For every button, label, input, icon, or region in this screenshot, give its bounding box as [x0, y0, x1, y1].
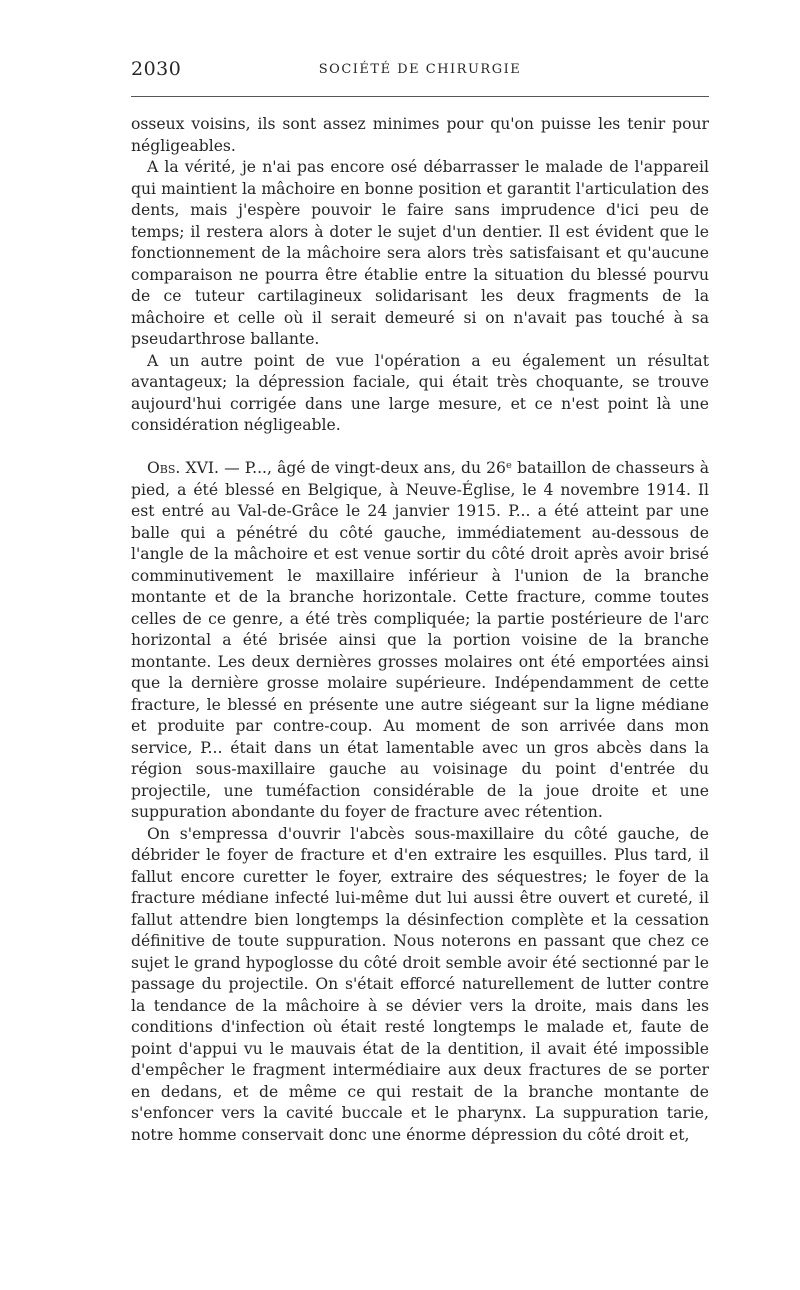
paragraph-continuation: osseux voisins, ils sont assez minimes pour qu'on puisse les tenir pour négligeables. [131, 115, 709, 155]
page-number: 2030 [131, 58, 182, 80]
running-head: SOCIÉTÉ DE CHIRURGIE [318, 62, 522, 77]
observation-text: — P..., âgé de vingt-deux ans, du 26ᵉ bataillon de chasseurs à pied, a été blessé en Belgique, à Neuve-Église, le 4 novembre 1914. Il est entré au Val-de-Grâce le 24 janvier 1915. P... a été atteint par une balle qui a pénétré du côté gauche, immédiatement au-dessous de l'angle de la mâchoire et est venue sortir du côté droit après avoir brisé comminutivement le maxillaire inférieur à l'union de la branche montante et de la branche horizontale. Cette fracture, comme toutes celles de ce genre, a été très compliquée; la partie postérieure de l'arc horizontal a été brisée ainsi que la portion voisine de la branche montante. Les deux dernières grosses molaires ont été emportées ainsi que la dernière grosse molaire supérieure. Indépendamment de cette fracture, le blessé en présente une autre siégeant sur la ligne médiane et produite par contre-coup. Au moment de son arrivée dans mon service, P... était dans un état lamentable avec un gros abcès dans la région sous-maxillaire gauche au voisinage du point d'entrée du projectile, une tuméfaction considérable de la joue droite et une suppuration abondante du foyer de fracture avec rétention. [131, 459, 709, 821]
header-rule [131, 96, 709, 97]
body-text [131, 114, 709, 1146]
paragraph: A un autre point de vue l'opération a eu également un résultat avantageux; la dépression faciale, qui était très choquante, se trouve aujourd'hui corrigée dans une large mesure, et ce n'est point là une considération négligeable. [131, 351, 709, 434]
paragraph: On s'empressa d'ouvrir l'abcès sous-maxillaire du côté gauche, de débrider le foyer de fracture et d'en extraire les esquilles. Plus tard, il fallut encore curetter le foyer, extraire des séquestres; le foyer de la fracture médiane infecté lui-même dut lui aussi être ouvert et cureté, il fallut attendre bien longtemps la désinfection complète et la cessation définitive de toute suppuration. Nous noterons en passant que chez ce sujet le grand hypoglosse du côté droit semble avoir été sectionné par le passage du projectile. On s'était efforcé naturellement de lutter contre la tendance de la mâchoire à se dévier vers la droite, mais dans les conditions d'infection où était resté longtemps le malade et, faute de point d'appui vu le mauvais état de la dentition, il avait été impossible d'empêcher le fragment intermédiaire aux deux fractures de se porter en dedans, et de même ce qui restait de la branche montante de s'enfoncer vers la cavité buccale et le pharynx. La suppuration tarie, notre homme conservait donc une énorme dépression du côté droit et, [131, 824, 709, 1144]
page-header [131, 58, 709, 82]
paragraph: A la vérité, je n'ai pas encore osé débarrasser le malade de l'appareil qui maintient la mâchoire en bonne position et garantit l'articulation des dents, mais j'espère pouvoir le faire sans imprudence d'ici peu de temps; il restera alors à doter le sujet d'un dentier. Il est évident que le fonctionnement de la mâchoire sera alors très satisfaisant et qu'aucune comparaison ne pourra être établie entre la situation du blessé pourvu de ce tuteur cartilagineux solidarisant les deux fragments de la mâchoire et celle où il serait demeuré si on n'avait pas touché à sa pseudarthrose ballante. [131, 158, 709, 348]
observation-label: Obs. XVI. [147, 459, 219, 477]
observation-paragraph [131, 458, 709, 824]
